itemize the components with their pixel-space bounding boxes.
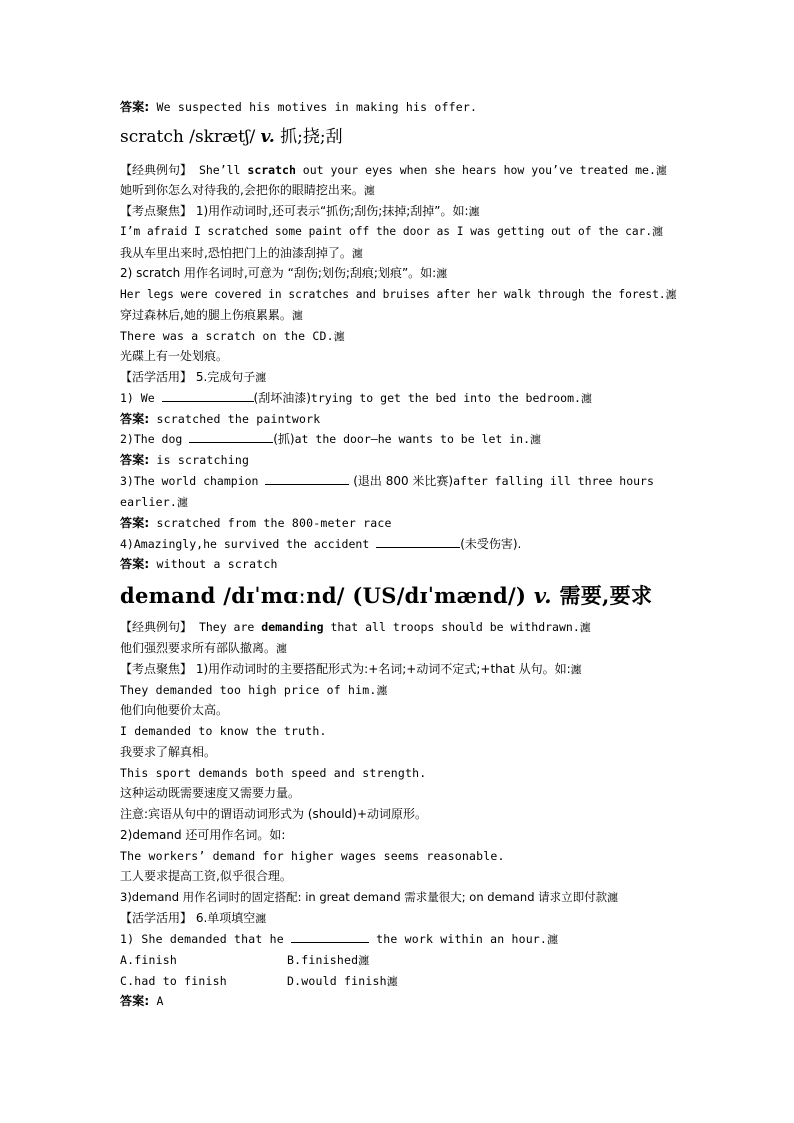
return-mark: 瀍	[177, 496, 189, 509]
answer-blank[interactable]	[376, 535, 460, 548]
option-b[interactable]: B.finished	[287, 953, 359, 967]
focus-point	[120, 263, 680, 283]
section-tag: 【经典例句】	[120, 620, 193, 634]
section-tag: 【活学活用】	[120, 911, 193, 925]
hint-text: (刮坏油漆)	[253, 391, 311, 405]
answer-label: 答案:	[120, 994, 150, 1008]
exercise-heading	[120, 367, 680, 387]
example-sentence	[120, 222, 680, 242]
return-mark: 瀍	[570, 663, 582, 676]
part-of-speech: v.	[260, 127, 275, 147]
options-row	[120, 950, 680, 970]
answer-text: scratched the paintwork	[149, 412, 321, 426]
example-text: that all troops should be withdrawn.	[323, 620, 580, 634]
answer-blank[interactable]	[291, 930, 369, 943]
translation	[120, 243, 680, 263]
exercise-question	[120, 388, 680, 408]
return-mark: 瀍	[291, 309, 303, 322]
example-text: They demanded too high price of him.	[120, 683, 377, 697]
question-text: trying to get the bed into the bedroom.	[310, 391, 581, 405]
exercise-question	[120, 534, 680, 554]
translation	[120, 346, 680, 366]
return-mark: 瀍	[358, 954, 370, 967]
keyword: demanding	[261, 620, 324, 634]
translation-text: 光碟上有一处划痕。	[120, 349, 229, 363]
answer-line	[120, 554, 680, 574]
answer-label: 答案:	[120, 516, 150, 530]
return-mark: 瀍	[547, 933, 559, 946]
example-text: out your eyes when she hears how you’ve treated me.	[295, 163, 656, 177]
translation-text: 穿过森林后,她的腿上伤痕累累。	[120, 308, 292, 322]
focus-text: 1)用作动词时,还可表示“抓伤;刮伤;抹掉;刮掉”。如:	[192, 204, 469, 218]
answer-label: 答案:	[120, 453, 150, 467]
answer-line	[120, 991, 680, 1011]
return-mark: 瀍	[468, 205, 480, 218]
return-mark: 瀍	[579, 621, 591, 634]
answer-label: 答案:	[120, 412, 150, 426]
example-text: There was a scratch on the CD.	[120, 329, 334, 343]
example-text: Her legs were covered in scratches and bruises after her walk through the forest.	[120, 288, 666, 301]
translation-text: 他们向他要价太高。	[120, 703, 229, 717]
return-mark: 瀍	[655, 164, 667, 177]
translation-text: 我从车里出来时,恐怕把门上的油漆刮掉了。	[120, 246, 352, 260]
exercise-heading	[120, 908, 680, 928]
keyword: scratch	[247, 163, 296, 177]
answer-text: scratched from the 800-meter race	[149, 516, 392, 530]
example-text: The workers’ demand for higher wages seems reasonable.	[120, 849, 505, 863]
translation-text: 我要求了解真相。	[120, 745, 217, 759]
question-text: 4)Amazingly,he survived the accident	[120, 537, 377, 551]
translation	[120, 783, 680, 803]
headword-text: scratch /skrætʃ/	[120, 127, 261, 147]
return-mark: 瀍	[386, 975, 398, 988]
answer-blank[interactable]	[189, 430, 273, 443]
exercise-question-cont	[120, 492, 680, 512]
headword-demand	[120, 581, 680, 611]
exercise-title: 6.单项填空	[192, 911, 256, 925]
question-text: the work within an hour.	[368, 932, 548, 946]
exercise-title: 5.完成句子	[192, 370, 256, 384]
focus-text: 2)demand 还可用作名词。如:	[120, 828, 286, 842]
focus-point	[120, 659, 680, 679]
focus-point	[120, 201, 680, 221]
return-mark: 瀍	[255, 912, 267, 925]
answer-label: 答案:	[120, 557, 150, 571]
answer-line	[120, 97, 680, 117]
translation-text: 这种运动既需要速度又需要力量。	[120, 786, 301, 800]
focus-text: 2) scratch 用作名词时,可意为 “刮伤;划伤;刮痕;划痕”。如:	[120, 266, 437, 280]
section-tag: 【考点聚焦】	[120, 662, 193, 676]
answer-text: A	[149, 994, 164, 1008]
question-text: 2)The dog	[120, 432, 190, 446]
question-text: 3)The world champion	[120, 474, 266, 488]
return-mark: 瀍	[351, 247, 363, 260]
exercise-question	[120, 929, 680, 949]
question-text: after falling ill three hours	[453, 474, 654, 488]
focus-text: 3)demand 用作名词时的固定搭配: in great demand 需求量很大; on demand 请求立即付款	[120, 890, 608, 904]
example-text: She’ll	[192, 163, 248, 177]
return-mark: 瀍	[276, 642, 288, 655]
question-text: 1) We	[120, 391, 162, 405]
options-row	[120, 971, 680, 991]
option-d[interactable]: D.would finish	[287, 974, 387, 988]
return-mark: 瀍	[607, 891, 619, 904]
answer-text: We suspected his motives in making his offer.	[149, 100, 478, 114]
section-tag: 【活学活用】	[120, 370, 193, 384]
return-mark: 瀍	[363, 184, 375, 197]
return-mark: 瀍	[580, 392, 592, 405]
return-mark: 瀍	[530, 433, 542, 446]
exercise-question	[120, 429, 680, 449]
answer-line	[120, 409, 680, 429]
example-sentence	[120, 680, 680, 700]
example-sentence	[120, 721, 680, 741]
headword-text: demand /dɪˈmɑːnd/ (US/dɪˈmænd/)	[120, 583, 534, 608]
example-sentence	[120, 763, 680, 783]
option-c[interactable]: C.had to finish	[120, 974, 227, 988]
example-text: I demanded to know the truth.	[120, 724, 327, 738]
exercise-question	[120, 471, 680, 491]
focus-text: 1)用作动词时的主要搭配形式为:+名词;+动词不定式;+that 从句。如:	[192, 662, 571, 676]
note-line	[120, 804, 680, 824]
focus-point	[120, 887, 680, 907]
translation	[120, 742, 680, 762]
translation-text: 他们强烈要求所有部队撤离。	[120, 641, 277, 655]
answer-text: is scratching	[149, 453, 250, 467]
note-text: 注意:宾语从句中的谓语动词形式为 (should)+动词原形。	[120, 807, 428, 821]
return-mark: 瀍	[665, 288, 677, 301]
translation-text: 她听到你怎么对待我的,会把你的眼睛挖出来。	[120, 183, 364, 197]
example-text: I’m afraid I scratched some paint off the door as I was getting out of the car.	[120, 225, 653, 238]
translation-text: 工人要求提高工资,似乎很合理。	[120, 869, 292, 883]
hint-text: (抓)	[273, 432, 295, 446]
section-tag: 【经典例句】	[120, 163, 193, 177]
question-text: at the door—he wants to be let in.	[294, 432, 531, 446]
question-text: earlier.	[120, 495, 177, 509]
example-sentence	[120, 285, 680, 305]
example-text: This sport demands both speed and strength.	[120, 766, 427, 780]
answer-blank[interactable]	[265, 472, 349, 485]
answer-line	[120, 450, 680, 470]
example-text: They are	[192, 620, 262, 634]
focus-point	[120, 825, 680, 845]
headword-scratch	[120, 124, 680, 150]
example-sentence	[120, 160, 680, 180]
headword-meaning: 抓;挠;刮	[274, 127, 343, 147]
headword-meaning: 需要,要求	[551, 583, 653, 608]
question-text: 1) She demanded that he	[120, 932, 291, 946]
answer-line	[120, 513, 680, 533]
return-mark: 瀍	[436, 267, 448, 280]
answer-label: 答案:	[120, 100, 150, 114]
option-a[interactable]: A.finish	[120, 953, 177, 967]
section-tag: 【考点聚焦】	[120, 204, 193, 218]
return-mark: 瀍	[333, 330, 345, 343]
example-sentence	[120, 617, 680, 637]
answer-blank[interactable]	[162, 389, 254, 402]
return-mark: 瀍	[652, 225, 664, 238]
example-sentence	[120, 846, 680, 866]
translation	[120, 700, 680, 720]
translation	[120, 180, 680, 200]
translation	[120, 305, 680, 325]
part-of-speech: v.	[533, 583, 552, 608]
example-sentence	[120, 326, 680, 346]
return-mark: 瀍	[255, 371, 267, 384]
answer-text: without a scratch	[149, 557, 278, 571]
translation	[120, 638, 680, 658]
hint-text: (退出 800 米比赛)	[349, 474, 454, 488]
hint-text: (未受伤害).	[460, 537, 522, 551]
translation	[120, 866, 680, 886]
return-mark: 瀍	[376, 684, 388, 697]
